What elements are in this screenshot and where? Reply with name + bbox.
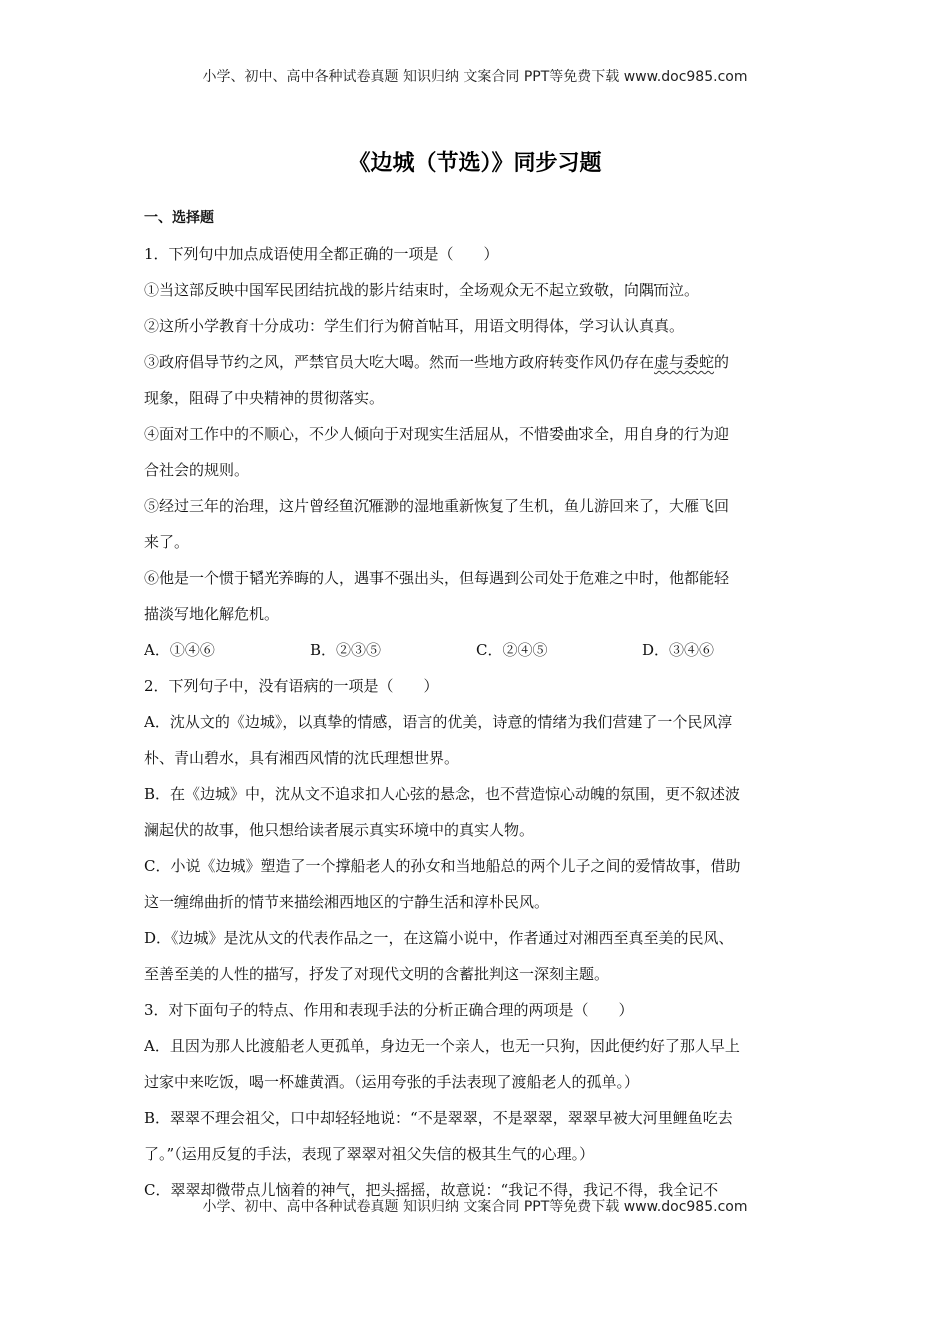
- q1-option-c[interactable]: C．②④⑤: [476, 641, 548, 659]
- q1-idiom-5: · · · · 鱼沉雁渺: [339, 497, 399, 515]
- q3-option-b-cont: 了。”（运用反复的手法，表现了翠翠对祖父失信的极其生气的心理。）: [144, 1145, 595, 1163]
- q1-sentence-3: ③政府倡导节约之风，严禁官员大吃大喝。然而一些地方政府转变作风仍存在虚与委蛇的: [144, 353, 730, 371]
- q3-option-a-cont: 过家中来吃饭，喝一杯雄黄酒。（运用夸张的手法表现了渡船老人的孤单。）: [144, 1073, 640, 1091]
- header-banner: 小学、初中、高中各种试卷真题 知识归纳 文案合同 PPT等免费下载 www.doc985.com: [202, 69, 748, 85]
- q1-idiom-1: · · · · 向隅而泣: [624, 281, 684, 299]
- q1-idiom-2: · · · · 俯首帖耳: [399, 317, 459, 335]
- exercise-content: [144, 200, 808, 1208]
- q1-options: [144, 632, 808, 668]
- q1-idiom-3: 虚与委蛇: [654, 353, 715, 371]
- q2-option-c-cont: 这一缠绵曲折的情节来描绘湘西地区的宁静生活和淳朴民风。: [144, 893, 550, 911]
- q2-option-c[interactable]: C．小说《边城》塑造了一个撑船老人的孙女和当地船总的两个儿子之间的爱情故事，借助: [144, 857, 741, 875]
- question-1-stem: 1．下列句中加点成语使用全都正确的一项是（ ）: [144, 245, 499, 263]
- question-3-stem: 3．对下面句子的特点、作用和表现手法的分析正确合理的两项是（ ）: [144, 1001, 634, 1019]
- q2-option-d-cont: 至善至美的人性的描写，抒发了对现代文明的含蓄批判这一深刻主题。: [144, 965, 610, 983]
- q1-idiom-4: · · · · 委曲求全: [549, 425, 609, 443]
- q1-sentence-6: ⑥他是一个惯于· · · · 韬光养晦的人，遇事不强出头，但每遇到公司处于危难之中时，他都能轻: [144, 560, 808, 596]
- q1-option-b[interactable]: B．②③⑤: [310, 641, 382, 659]
- q3-option-c[interactable]: C．翠翠却微带点儿恼着的神气，把头摇摇，故意说：“我记不得，我记不得，我全记不: [144, 1181, 719, 1199]
- q1-sentence-3-cont: 现象，阻碍了中央精神的贯彻落实。: [144, 389, 385, 407]
- footer-banner: 小学、初中、高中各种试卷真题 知识归纳 文案合同 PPT等免费下载 www.doc985.com: [202, 1199, 748, 1215]
- q3-option-b[interactable]: B．翠翠不理会祖父，口中却轻轻地说：“不是翠翠，不是翠翠，翠翠早被大河里鲤鱼吃去: [144, 1109, 733, 1127]
- q1-sentence-4-cont: 合社会的规则。: [144, 461, 250, 479]
- q1-sentence-6-cont: 描淡写地化解危机。: [144, 605, 280, 623]
- q2-option-a-cont: 朴、青山碧水，具有湘西风情的沈氏理想世界。: [144, 749, 460, 767]
- q3-option-a[interactable]: A．且因为那人比渡船老人更孤单，身边无一个亲人，也无一只狗，因此便约好了那人早上: [144, 1037, 740, 1055]
- question-2-stem: 2．下列句子中，没有语病的一项是（ ）: [144, 677, 439, 695]
- q1-sentence-1: ①当这部反映中国军民团结抗战的影片结束时，全场观众无不起立致敬，· · · · 向隅而泣。: [144, 272, 808, 308]
- q1-option-a[interactable]: A．①④⑥: [144, 641, 215, 659]
- q2-option-a[interactable]: A．沈从文的《边城》，以真挚的情感，语言的优美，诗意的情绪为我们营建了一个民风淳: [144, 713, 733, 731]
- q2-option-b[interactable]: B．在《边城》中，沈从文不追求扣人心弦的悬念，也不营造惊心动魄的氛围，更不叙述波: [144, 785, 741, 803]
- q2-option-d[interactable]: D．《边城》是沈从文的代表作品之一，在这篇小说中，作者通过对湘西至真至美的民风、: [144, 929, 734, 947]
- q1-sentence-4: ④面对工作中的不顺心，不少人倾向于对现实生活屈从，不惜· · · · 委曲求全，用自身的行为迎: [144, 416, 808, 452]
- q2-option-b-cont: 澜起伏的故事，他只想给读者展示真实环境中的真实人物。: [144, 821, 535, 839]
- q1-option-d[interactable]: D．③④⑥: [642, 641, 715, 659]
- section-heading: 一、选择题: [144, 210, 214, 226]
- q1-sentence-2: ②这所小学教育十分成功：学生们行为· · · · 俯首帖耳，用语文明得体，学习认认真真。: [144, 308, 808, 344]
- q1-sentence-5-cont: 来了。: [144, 533, 190, 551]
- page-title: 《边城（节选）》同步习题: [348, 151, 602, 176]
- q1-sentence-5: ⑤经过三年的治理，这片曾经· · · · 鱼沉雁渺的湿地重新恢复了生机，鱼儿游回来了，大雁飞回: [144, 488, 808, 524]
- q1-idiom-6: · · · · 韬光养晦: [249, 569, 309, 587]
